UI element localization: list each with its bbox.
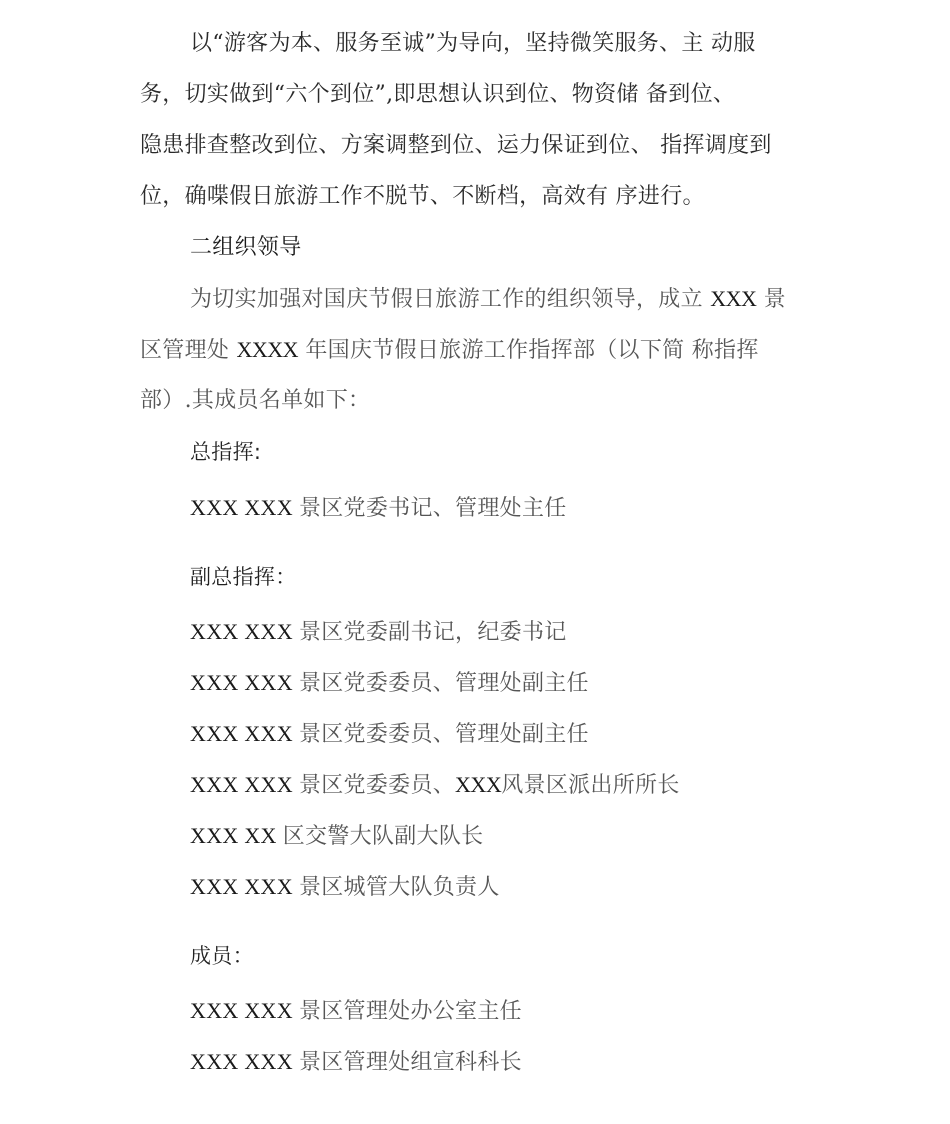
member-row (190, 872, 500, 903)
member-name: XXX XXX (190, 495, 293, 520)
intro-line-2: 务，切实做到“六个到位”,即思想认识到位、物资储 备到位、 (140, 82, 736, 107)
member-row (190, 770, 680, 801)
member-name: XXX XX (190, 823, 277, 848)
section-para-text: 年国庆节假日旅游工作指挥部（以下简 称指挥 (305, 338, 759, 363)
section-para-line-2 (140, 335, 812, 366)
member-name: XXX XXX (190, 721, 293, 746)
section-para-line-3: 部）.其成员名单如下： (140, 388, 371, 413)
intro-line-1: 以“游客为本、服务至诚”为导向，坚持微笑服务、主 动服 (190, 31, 756, 56)
section-para-text: 区管理处 (140, 338, 230, 363)
member-role: 景区管理处办公室主任 (298, 999, 522, 1024)
member-role: 景区党委书记、管理处主任 (298, 496, 567, 521)
member-name: XXX XXX (190, 998, 293, 1023)
placeholder-text: XXX (710, 286, 757, 311)
member-row (190, 617, 567, 648)
member-row (190, 1047, 522, 1078)
member-row (190, 996, 522, 1027)
placeholder-text: XXX (455, 772, 502, 797)
section-para-line-1 (190, 284, 812, 315)
staff-label: 成员： (190, 944, 254, 968)
intro-line-4: 位，确喋假日旅游工作不脱节、不断档，高效有 序进行。 (140, 184, 705, 209)
section-para-text: 为切实加强对国庆节假日旅游工作的组织领导，成立 (190, 287, 703, 312)
member-role: 景区党委委员、管理处副主任 (298, 722, 589, 747)
member-row (190, 821, 483, 852)
member-row (190, 719, 589, 750)
member-role: 景区党委委员、管理处副主任 (298, 671, 589, 696)
member-row (190, 493, 567, 524)
member-name: XXX XXX (190, 670, 293, 695)
member-role: 区交警大队副大队长 (282, 824, 484, 849)
member-name: XXX XXX (190, 1049, 293, 1074)
chief-label: 总指挥: (190, 440, 262, 464)
placeholder-text: XXXX (236, 337, 299, 362)
deputy-label: 副总指挥： (190, 565, 297, 589)
member-name: XXX XXX (190, 619, 293, 644)
member-role: 风景区派出所所长 (501, 773, 680, 798)
member-role: 景区管理处组宣科科长 (298, 1050, 522, 1075)
member-name: XXX XXX (190, 874, 293, 899)
member-role: 景区城管大队负责人 (298, 875, 500, 900)
member-name: XXX XXX (190, 772, 293, 797)
intro-line-3: 隐患排查整改到位、方案调整到位、运力保证到位、 指挥调度到 (140, 133, 772, 158)
section-para-text: 景 (763, 287, 786, 312)
member-role: 景区党委副书记，纪委书记 (298, 620, 567, 645)
member-row (190, 668, 589, 699)
section-heading: 二组织领导 (190, 235, 302, 260)
member-role: 景区党委委员、 (298, 773, 456, 798)
